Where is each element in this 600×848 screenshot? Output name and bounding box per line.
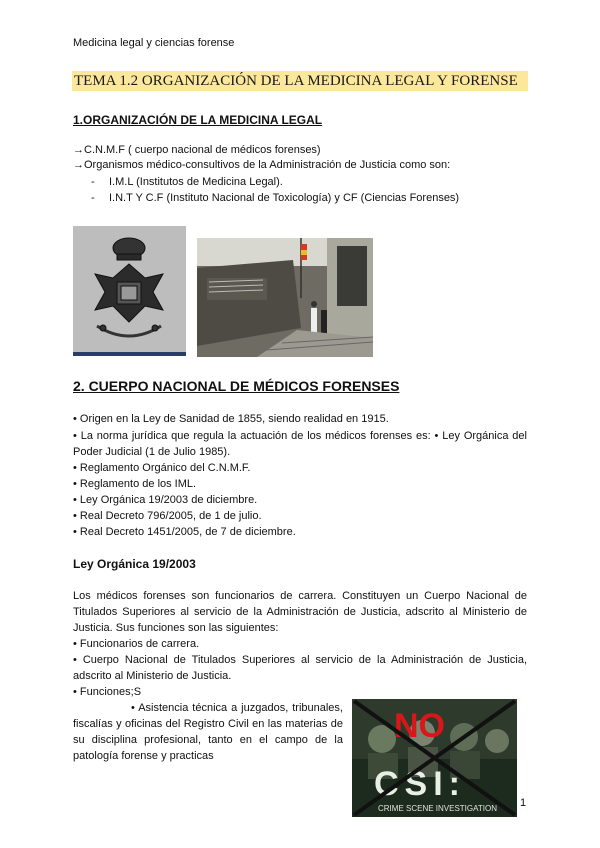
section2-bullet: • La norma jurídica que regula la actuación de los médicos forenses es: • Ley Orgánica del Poder Judicial (1 de Julio 1985). [73,430,527,458]
emblem-image [73,226,186,356]
page-header: Medicina legal y ciencias forense [73,37,235,49]
section2-bullet: • Reglamento de los IML. [73,478,197,490]
page-number: 1 [520,797,527,809]
section2-bullet: • Real Decreto 1451/2005, de 7 de diciembre. [73,526,296,538]
no-text: NO [394,707,445,745]
csi-text: CSI: [374,765,466,803]
section3-bullet: • Cuerpo Nacional de Titulados Superiores al servicio de la Administración de Justicia, adscrito al Ministerio de Justicia. [73,654,527,682]
section3-assist-text: • Asistencia técnica a juzgados, tribunales, fiscalías y oficinas del Registro Civil en las materias de su disciplina profesional, tanto en el campo de la patología forense y practicas [73,702,343,762]
csi-caption: CRIME SCENE INVESTIGATION [378,804,497,813]
section2-bullet: • Ley Orgánica 19/2003 de diciembre. [73,494,258,506]
section2-bullet: • Reglamento Orgánico del C.N.M.F. [73,462,251,474]
section3-heading: Ley Orgánica 19/2003 [73,557,196,571]
page-title: TEMA 1.2 ORGANIZACIÓN DE LA MEDICINA LEGAL Y FORENSE [72,71,528,91]
section1-subitem-intcf: - I.N.T Y C.F (Instituto Nacional de Toxicología) y CF (Ciencias Forenses) [91,192,460,204]
section2-heading: 2. CUERPO NACIONAL DE MÉDICOS FORENSES [73,378,400,394]
building-photo [197,238,373,357]
section3-intro: Los médicos forenses son funcionarios de carrera. Constituyen un Cuerpo Nacional de Titulados Superiores al servicio de la Administración de Justicia, adscrito al Ministerio de Justicia. Sus funciones son las siguientes: [73,590,527,634]
section1-item-cnmf: →C.N.M.F ( cuerpo nacional de médicos forenses) [73,144,321,156]
section1-subitem-iml: - I.M.L (Institutos de Medicina Legal). [91,176,283,188]
no-csi-image [352,699,517,817]
section1-heading: 1.ORGANIZACIÓN DE LA MEDICINA LEGAL [73,113,323,127]
section3-bullet: • Funcionarios de carrera. [73,638,200,650]
section3-bullet: • Funciones;S [73,686,142,698]
section1-item-organismos: →Organismos médico-consultivos de la Administración de Justicia como son: [73,159,451,171]
section2-bullet: • Origen en la Ley de Sanidad de 1855, siendo realidad en 1915. [73,413,389,425]
section2-bullet: • Real Decreto 796/2005, de 1 de julio. [73,510,262,522]
